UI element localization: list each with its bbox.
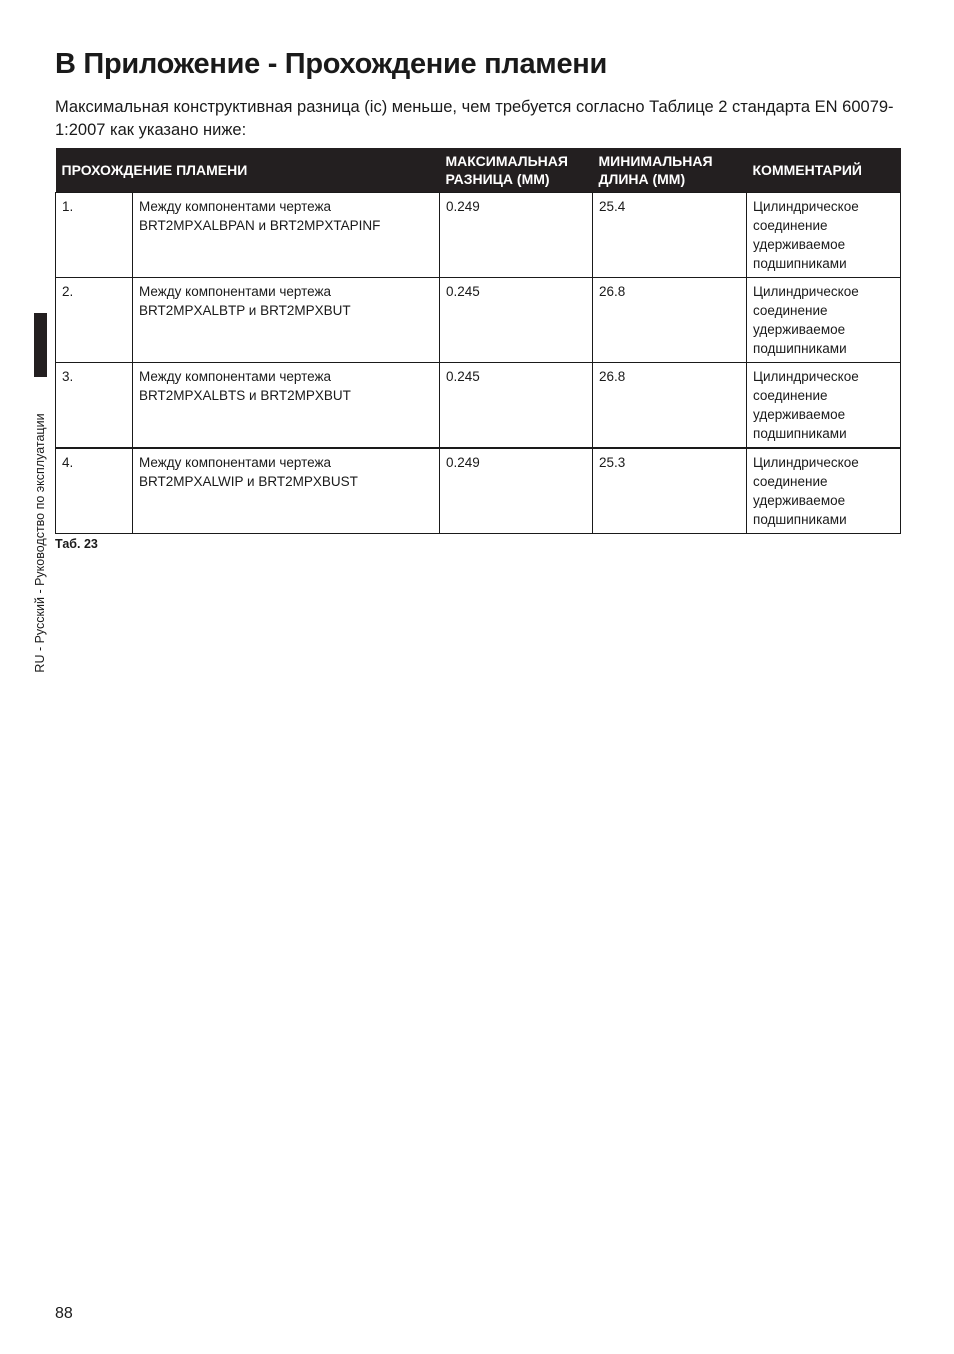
flame-path-table (55, 148, 901, 534)
comment-line: Цилиндрическое (753, 284, 859, 299)
intro-paragraph: Максимальная конструктивная разница (ic) меньше, чем требуется согласно Таблице 2 стандарта EN 60079-1:2007 как указано ниже: (55, 98, 894, 139)
table-row (56, 193, 901, 278)
row-comment (747, 278, 901, 363)
comment-line: соединение (753, 474, 828, 489)
row-description-line1: Между компонентами чертежа (139, 455, 332, 470)
comment-line: удерживаемое (753, 237, 846, 252)
side-language-label: RU - Русский - Руководство по эксплуатации (33, 413, 47, 673)
header-min-length (593, 148, 747, 193)
row-description (133, 448, 440, 534)
row-description-line2: BRT2MPXALWIP и BRT2MPXBUST (139, 474, 358, 489)
row-description-line1: Между компонентами чертежа (139, 284, 332, 299)
row-number: 4. (56, 448, 133, 534)
row-max-gap: 0.249 (440, 193, 593, 278)
row-description-line1: Между компонентами чертежа (139, 369, 332, 384)
row-max-gap: 0.245 (440, 278, 593, 363)
row-min-length: 25.4 (593, 193, 747, 278)
comment-line: соединение (753, 388, 828, 403)
table-row (56, 448, 901, 534)
table-header-row (56, 148, 901, 193)
comment-line: Цилиндрическое (753, 199, 859, 214)
header-max-gap (440, 148, 593, 193)
comment-line: соединение (753, 218, 828, 233)
table-caption: Таб. 23 (55, 537, 98, 551)
header-max-gap-line2: РАЗНИЦА (ММ) (445, 171, 550, 187)
row-comment (747, 448, 901, 534)
header-max-gap-line1: МАКСИМАЛЬНАЯ (445, 153, 568, 169)
comment-line: подшипниками (753, 341, 847, 356)
row-description-line2: BRT2MPXALBTS и BRT2MPXBUT (139, 388, 351, 403)
row-description-line1: Между компонентами чертежа (139, 199, 332, 214)
row-min-length: 26.8 (593, 363, 747, 449)
row-description (133, 193, 440, 278)
header-min-length-line1: МИНИМАЛЬНАЯ (598, 153, 713, 169)
comment-line: подшипниками (753, 512, 847, 527)
row-description-line2: BRT2MPXALBPAN и BRT2MPXTAPINF (139, 218, 381, 233)
row-max-gap: 0.249 (440, 448, 593, 534)
row-comment (747, 363, 901, 449)
table-row (56, 363, 901, 449)
page-title: В Приложение - Прохождение пламени (55, 48, 608, 80)
comment-line: соединение (753, 303, 828, 318)
section-marker-tab (34, 313, 47, 377)
header-comment: КОММЕНТАРИЙ (747, 148, 901, 193)
row-comment (747, 193, 901, 278)
header-min-length-line2: ДЛИНА (ММ) (598, 171, 686, 187)
row-number: 3. (56, 363, 133, 449)
page-number: 88 (55, 1305, 73, 1322)
comment-line: Цилиндрическое (753, 369, 859, 384)
comment-line: удерживаемое (753, 493, 846, 508)
comment-line: подшипниками (753, 426, 847, 441)
row-min-length: 25.3 (593, 448, 747, 534)
comment-line: подшипниками (753, 256, 847, 271)
row-number: 1. (56, 193, 133, 278)
table-row (56, 278, 901, 363)
comment-line: Цилиндрическое (753, 455, 859, 470)
comment-line: удерживаемое (753, 322, 846, 337)
header-flame-path: ПРОХОЖДЕНИЕ ПЛАМЕНИ (56, 148, 440, 193)
row-description-line2: BRT2MPXALBTP и BRT2MPXBUT (139, 303, 351, 318)
row-min-length: 26.8 (593, 278, 747, 363)
row-number: 2. (56, 278, 133, 363)
row-max-gap: 0.245 (440, 363, 593, 449)
row-description (133, 363, 440, 449)
row-description (133, 278, 440, 363)
comment-line: удерживаемое (753, 407, 846, 422)
